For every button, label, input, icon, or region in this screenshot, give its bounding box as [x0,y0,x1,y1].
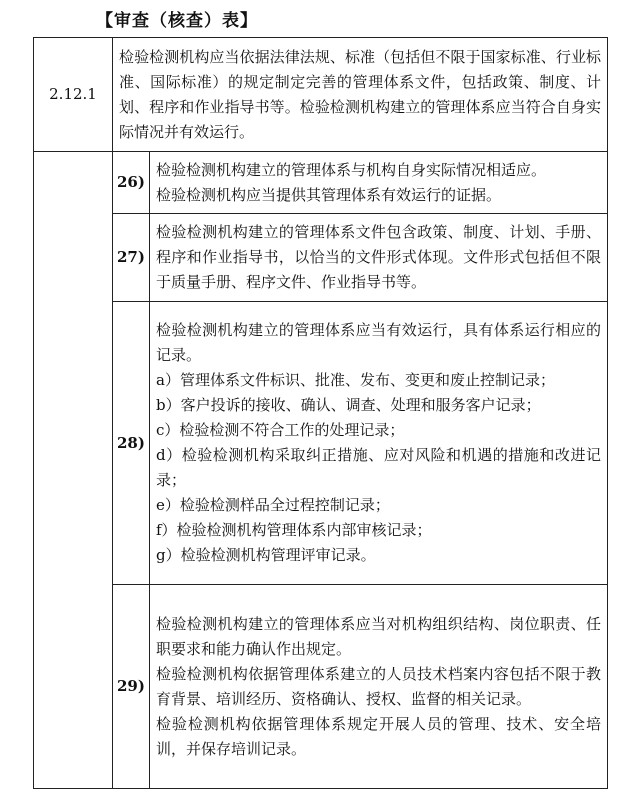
section-code: 2.12.1 [34,38,113,152]
review-table [33,37,608,789]
item-paragraph: c）检验检测不符合工作的处理记录； [156,421,405,439]
item-paragraph: f）检验检测机构管理体系内部审核记录； [156,521,432,539]
page-title: 【审查（核查）表】 [96,11,258,31]
item-row [34,302,608,585]
item-paragraph: 检验检测机构依据管理体系规定开展人员的管理、技术、安全培训，并保存培训记录。 [156,714,602,758]
item-content [150,585,608,789]
item-paragraph: g）检验检测机构管理评审记录。 [156,546,376,564]
item-number: 26) [113,152,150,214]
item-row [34,585,608,789]
item-content [150,214,608,302]
item-row [34,152,608,214]
item-paragraph: 检验检测机构建立的管理体系与机构自身实际情况相适应。 [156,160,547,179]
item-paragraph: 检验检测机构建立的管理体系应当对机构组织结构、岗位职责、任职要求和能力确认作出规定。 [156,614,602,658]
item-paragraph: 检验检测机构依据管理体系建立的人员技术档案内容包括不限于教育背景、培训经历、资格确认、授权、监督的相关记录。 [156,664,602,708]
item-content [150,302,608,585]
blank-cell [34,152,113,789]
item-paragraph: d）检验检测机构采取纠正措施、应对风险和机遇的措施和改进记录； [156,446,602,489]
section-row [34,38,608,152]
item-row [34,214,608,302]
item-paragraph: 检验检测机构应当提供其管理体系有效运行的证据。 [156,185,502,204]
item-paragraph: 检验检测机构建立的管理体系文件包含政策、制度、计划、手册、程序和作业指导书，以恰当的文件形式体现。文件形式包括但不限于质量手册、程序文件、作业指导书等。 [156,223,602,291]
section-text: 检验检测机构应当依据法律法规、标准（包括但不限于国家标准、行业标准、国际标准）的规定制定完善的管理体系文件，包括政策、制度、计划、程序和作业指导书等。检验检测机构建立的管理体系应当符合自身实际情况并有效运行。 [113,38,608,152]
item-paragraph: e）检验检测样品全过程控制记录； [156,496,390,514]
item-content [150,152,608,214]
item-number: 29) [113,585,150,789]
item-paragraph: b）客户投诉的接收、确认、调查、处理和服务客户记录； [156,396,541,414]
item-paragraph: 检验检测机构建立的管理体系应当有效运行，具有体系运行相应的记录。 [156,321,602,364]
item-number: 28) [113,302,150,585]
item-paragraph: a）管理体系文件标识、批准、发布、变更和废止控制记录； [156,371,555,389]
item-number: 27) [113,214,150,302]
